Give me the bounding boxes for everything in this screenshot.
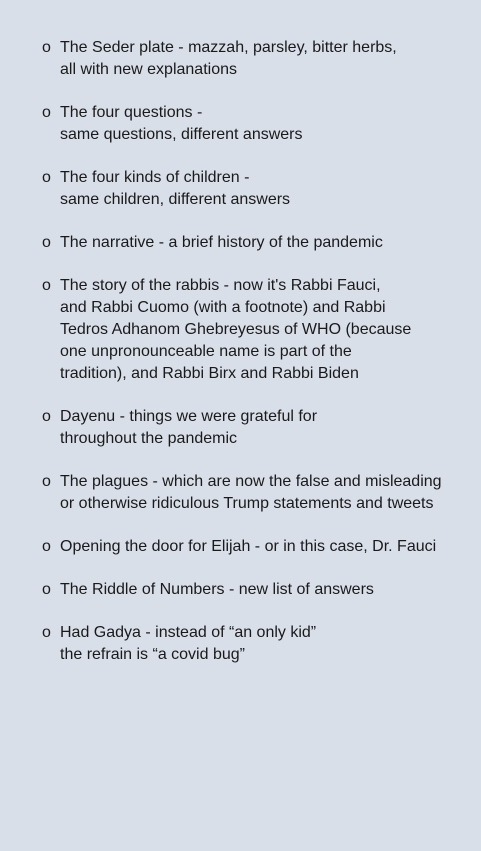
item-line: Had Gadya - instead of “an only kid”: [60, 624, 317, 641]
item-line: Tedros Adhanom Ghebreyesus of WHO (because: [60, 321, 412, 338]
item-line: The Riddle of Numbers - new list of answers: [60, 581, 374, 598]
list-item: [0, 406, 481, 450]
bullet-marker: o: [42, 581, 51, 598]
bullet-list: [0, 37, 481, 666]
item-line: same questions, different answers: [60, 126, 303, 143]
list-item: [0, 536, 481, 558]
item-line: The story of the rabbis - now it's Rabbi Fauci,: [60, 277, 381, 294]
item-line: Opening the door for Elijah - or in this case, Dr. Fauci: [60, 538, 437, 555]
bullet-marker: o: [42, 277, 51, 294]
bullet-marker: o: [42, 39, 51, 56]
item-line: Dayenu - things we were grateful for: [60, 408, 318, 425]
bullet-marker: o: [42, 473, 51, 490]
list-item: [0, 167, 481, 211]
bullet-marker: o: [42, 169, 51, 186]
item-line: or otherwise ridiculous Trump statements and tweets: [60, 495, 434, 512]
item-line: The plagues - which are now the false and misleading: [60, 473, 442, 490]
bullet-marker: o: [42, 104, 51, 121]
item-line: The four questions -: [60, 104, 203, 121]
item-line: all with new explanations: [60, 61, 237, 78]
bullet-marker: o: [42, 234, 51, 251]
item-line: The Seder plate - mazzah, parsley, bitter herbs,: [60, 39, 397, 56]
item-line: and Rabbi Cuomo (with a footnote) and Rabbi: [60, 299, 386, 316]
bullet-marker: o: [42, 538, 51, 555]
item-line: same children, different answers: [60, 191, 291, 208]
list-item: [0, 232, 481, 254]
list-item: [0, 471, 481, 515]
item-line: The narrative - a brief history of the pandemic: [60, 234, 383, 251]
item-line: the refrain is “a covid bug”: [60, 646, 245, 663]
list-item: [0, 37, 481, 81]
bullet-marker: o: [42, 408, 51, 425]
list-item: [0, 579, 481, 601]
list-item: [0, 102, 481, 146]
item-line: tradition), and Rabbi Birx and Rabbi Biden: [60, 365, 359, 382]
item-line: throughout the pandemic: [60, 430, 238, 447]
bullet-marker: o: [42, 624, 51, 641]
item-line: The four kinds of children -: [60, 169, 250, 186]
list-item: [0, 275, 481, 385]
item-line: one unpronounceable name is part of the: [60, 343, 352, 360]
list-item: [0, 622, 481, 666]
